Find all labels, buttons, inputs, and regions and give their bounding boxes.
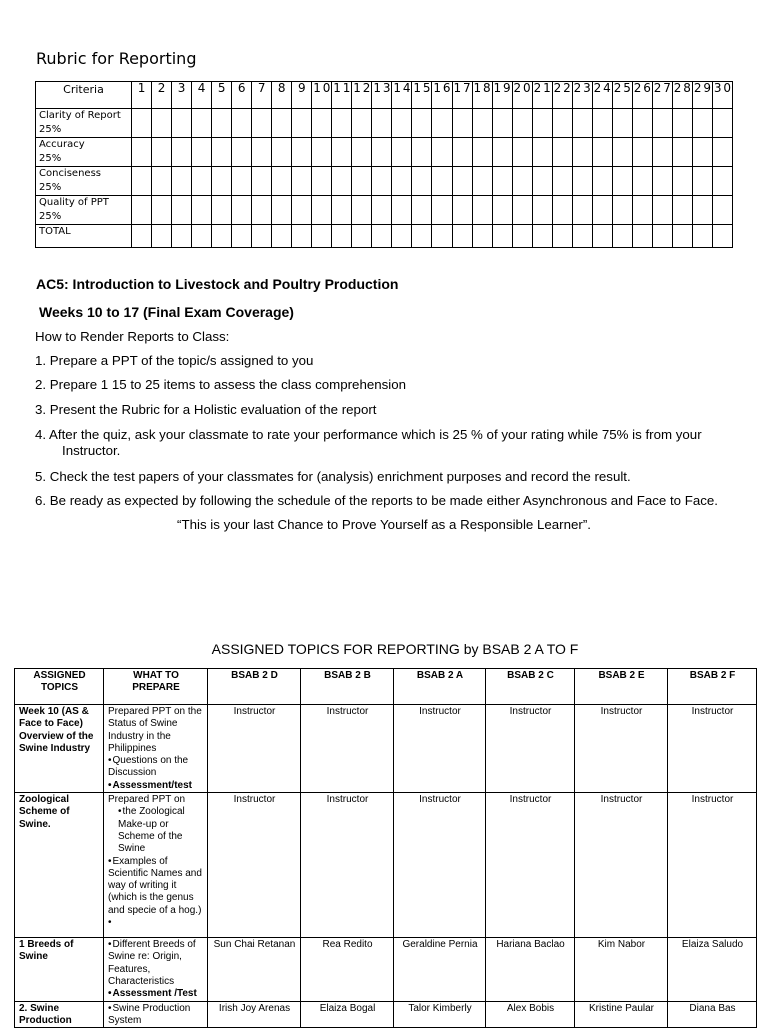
reporter-cell: Instructor [668,793,757,938]
score-cell [292,109,312,138]
reporter-cell: Instructor [208,705,301,793]
score-cell [252,138,272,167]
reporter-cell: Instructor [668,705,757,793]
step-text: 2. Prepare 1 15 to 25 items to assess the class comprehension [35,377,407,392]
score-cell [352,138,372,167]
score-cell [472,138,492,167]
prepare-item [108,917,204,929]
score-cell [612,225,632,248]
score-cell [152,109,172,138]
score-cell [552,225,572,248]
instruction-step [35,353,313,369]
score-cell [192,109,212,138]
rubric-row [36,196,733,225]
topics-column-header: BSAB 2 D [208,669,301,705]
score-cell [492,167,512,196]
score-cell [372,225,392,248]
rubric-column-number: 1 5 [412,82,432,109]
instruction-step [35,469,631,485]
rubric-column-number: 1 [132,82,152,109]
score-cell [632,196,652,225]
topic-name: 2. Swine Production [15,1001,104,1028]
score-cell [292,167,312,196]
score-cell [692,109,712,138]
score-cell [452,109,472,138]
score-cell [312,138,332,167]
criterion-weight: 25% [39,182,62,193]
reporter-cell: Instructor [575,793,668,938]
score-cell [172,167,192,196]
score-cell [352,196,372,225]
prepare-list [108,1003,204,1028]
score-cell [412,109,432,138]
rubric-column-number: 1 6 [432,82,452,109]
reporter-cell: Alex Bobis [486,1001,575,1028]
rubric-column-number: 1 9 [492,82,512,109]
rubric-column-number: 2 4 [592,82,612,109]
score-cell [252,225,272,248]
rubric-row [36,225,733,248]
score-cell [672,225,692,248]
score-cell [612,167,632,196]
score-cell [192,225,212,248]
prepare-item: • Assessment /Test [108,988,204,1000]
score-cell [172,138,192,167]
rubric-column-number: 1 1 [332,82,352,109]
rubric-criterion [36,167,132,196]
rubric-column-number: 7 [252,82,272,109]
topics-column-header: BSAB 2 B [301,669,394,705]
score-cell [612,109,632,138]
score-cell [392,225,412,248]
rubric-column-number: 2 3 [572,82,592,109]
score-cell [132,109,152,138]
step-text: 4. After the quiz, ask your classmate to rate your performance which is 25 % of your rating while 75% is from your [35,427,702,442]
score-cell [452,196,472,225]
rubric-column-number: 1 0 [312,82,332,109]
score-cell [512,109,532,138]
score-cell [432,109,452,138]
prepare-item: • the Zoological Make-up or Scheme of the Swine [108,806,204,855]
prepare-item: • Assessment/test [108,780,204,792]
criterion-weight: 25% [39,124,62,135]
score-cell [232,196,252,225]
reporter-cell: Geraldine Pernia [394,938,486,1001]
reporter-cell: Rea Redito [301,938,394,1001]
score-cell [192,167,212,196]
rubric-column-number: 6 [232,82,252,109]
score-cell [232,109,252,138]
step-text: 5. Check the test papers of your classmates for (analysis) enrichment purposes and record the result. [35,469,631,484]
rubric-column-number: 8 [272,82,292,109]
step-text: 6. Be ready as expected by following the schedule of the reports to be made either Asynchronous and Face to Face. [35,493,718,508]
step-text: 1. Prepare a PPT of the topic/s assigned to you [35,353,314,368]
topic-name: Zoological Scheme of Swine. [15,793,104,938]
what-to-prepare [104,705,208,793]
topics-column-header: WHAT TO PREPARE [104,669,208,705]
score-cell [652,167,672,196]
score-cell [532,109,552,138]
score-cell [332,167,352,196]
score-cell [632,167,652,196]
reporter-cell: Instructor [575,705,668,793]
score-cell [152,138,172,167]
motivational-quote: “This is your last Chance to Prove Yourself as a Responsible Learner”. [177,517,591,532]
reporter-cell: Instructor [394,705,486,793]
score-cell [472,109,492,138]
score-cell [332,196,352,225]
score-cell [292,138,312,167]
score-cell [592,109,612,138]
score-cell [212,196,232,225]
score-cell [332,225,352,248]
course-title: AC5: Introduction to Livestock and Poultry Production [36,276,399,292]
score-cell [432,138,452,167]
score-cell [232,167,252,196]
topics-column-header: BSAB 2 A [394,669,486,705]
reporter-cell: Instructor [486,705,575,793]
score-cell [272,196,292,225]
criterion-name: Conciseness [39,168,101,179]
topic-row [15,705,757,793]
criterion-name: Quality of PPT [39,197,109,208]
score-cell [512,167,532,196]
prepare-item: Prepared PPT on [108,794,186,806]
score-cell [372,138,392,167]
score-cell [472,196,492,225]
score-cell [392,167,412,196]
score-cell [152,196,172,225]
score-cell [452,225,472,248]
score-cell [532,138,552,167]
score-cell [492,225,512,248]
coverage-title: Weeks 10 to 17 (Final Exam Coverage) [39,304,294,320]
score-cell [432,167,452,196]
score-cell [692,196,712,225]
score-cell [372,109,392,138]
score-cell [252,167,272,196]
score-cell [272,109,292,138]
reporter-cell: Irish Joy Arenas [208,1001,301,1028]
score-cell [652,196,672,225]
prepare-item: • Examples of Scientific Names and way of writing it (which is the genus and specie of a hog.) [108,856,204,917]
score-cell [332,138,352,167]
score-cell [512,196,532,225]
reporter-cell: Diana Bas [668,1001,757,1028]
reporter-cell: Instructor [486,793,575,938]
reporter-cell: Instructor [301,705,394,793]
score-cell [412,225,432,248]
prepare-item: • Questions on the Discussion [108,755,204,780]
criterion-weight: 25% [39,153,62,164]
score-cell [392,109,412,138]
step-text: 3. Present the Rubric for a Holistic evaluation of the report [35,402,377,417]
score-cell [352,225,372,248]
rubric-table [35,81,733,248]
score-cell [572,167,592,196]
score-cell [212,167,232,196]
topics-table [14,668,757,1028]
topics-title: ASSIGNED TOPICS FOR REPORTING by BSAB 2 A TO F [211,641,579,657]
score-cell [672,109,692,138]
reporter-cell: Elaiza Saludo [668,938,757,1001]
score-cell [252,109,272,138]
topic-name: 1 Breeds of Swine [15,938,104,1001]
score-cell [372,167,392,196]
rubric-criterion [36,138,132,167]
rubric-column-number: 2 8 [672,82,692,109]
score-cell [572,138,592,167]
score-cell [592,196,612,225]
score-cell [532,167,552,196]
score-cell [372,196,392,225]
topic-row [15,793,757,938]
score-cell [592,167,612,196]
rubric-column-number: 1 2 [352,82,372,109]
score-cell [472,225,492,248]
score-cell [352,167,372,196]
score-cell [712,196,732,225]
score-cell [532,196,552,225]
score-cell [692,167,712,196]
score-cell [452,138,472,167]
score-cell [412,167,432,196]
score-cell [672,167,692,196]
rubric-column-number: 2 6 [632,82,652,109]
score-cell [712,167,732,196]
topic-name: Week 10 (AS & Face to Face) Overview of the Swine Industry [15,705,104,793]
score-cell [632,109,652,138]
score-cell [492,138,512,167]
score-cell [432,196,452,225]
rubric-column-number: 5 [212,82,232,109]
score-cell [212,109,232,138]
score-cell [232,225,252,248]
score-cell [572,225,592,248]
score-cell [312,109,332,138]
score-cell [552,109,572,138]
score-cell [252,196,272,225]
topics-column-header: BSAB 2 F [668,669,757,705]
what-to-prepare [104,793,208,938]
score-cell [132,225,152,248]
score-cell [412,138,432,167]
score-cell [272,167,292,196]
topics-header-row [15,669,757,705]
prepare-item: • Swine Production System [108,1003,204,1028]
score-cell [132,138,152,167]
rubric-column-number: 3 0 [712,82,732,109]
topic-row [15,938,757,1001]
score-cell [352,109,372,138]
rubric-column-number: 2 9 [692,82,712,109]
score-cell [432,225,452,248]
score-cell [192,196,212,225]
score-cell [172,196,192,225]
score-cell [292,196,312,225]
step-text-continued: Instructor. [62,443,121,458]
score-cell [272,225,292,248]
score-cell [572,196,592,225]
reporter-cell: Kim Nabor [575,938,668,1001]
rubric-column-number: 1 4 [392,82,412,109]
rubric-column-number: 2 2 [552,82,572,109]
instruction-step [35,402,376,418]
topics-column-header: BSAB 2 E [575,669,668,705]
score-cell [212,225,232,248]
score-cell [492,196,512,225]
score-cell [612,196,632,225]
score-cell [672,138,692,167]
score-cell [132,196,152,225]
score-cell [452,167,472,196]
score-cell [632,225,652,248]
rubric-column-number: 2 1 [532,82,552,109]
score-cell [512,225,532,248]
criterion-name: Clarity of Report [39,110,121,121]
reporter-cell: Instructor [208,793,301,938]
instruction-step [35,427,702,459]
reporter-cell: Kristine Paular [575,1001,668,1028]
instruction-step [35,493,718,509]
reporter-cell: Talor Kimberly [394,1001,486,1028]
score-cell [152,225,172,248]
score-cell [232,138,252,167]
prepare-list [108,939,204,1000]
score-cell [192,138,212,167]
rubric-column-number: 2 0 [512,82,532,109]
score-cell [152,167,172,196]
score-cell [692,225,712,248]
topics-column-header: BSAB 2 C [486,669,575,705]
score-cell [332,109,352,138]
topics-column-header: ASSIGNED TOPICS [15,669,104,705]
score-cell [612,138,632,167]
prepare-item: • Different Breeds of Swine re: Origin, Features, Characteristics [108,939,204,988]
prepare-item: Prepared PPT on the Status of Swine Industry in the Philippines [108,706,202,754]
score-cell [172,225,192,248]
score-cell [552,196,572,225]
rubric-row [36,109,733,138]
score-cell [272,138,292,167]
score-cell [552,167,572,196]
score-cell [212,138,232,167]
rubric-column-number: 1 3 [372,82,392,109]
score-cell [652,138,672,167]
rubric-row [36,167,733,196]
score-cell [652,225,672,248]
instruction-step [35,377,406,393]
score-cell [592,225,612,248]
rubric-criterion [36,196,132,225]
score-cell [552,138,572,167]
score-cell [652,109,672,138]
criterion-weight: 25% [39,211,62,222]
what-to-prepare [104,938,208,1001]
rubric-column-number: 4 [192,82,212,109]
rubric-criterion [36,225,132,248]
criterion-name: Accuracy [39,139,85,150]
score-cell [472,167,492,196]
score-cell [572,109,592,138]
score-cell [312,225,332,248]
rubric-column-number: 2 7 [652,82,672,109]
reporter-cell: Instructor [301,793,394,938]
rubric-column-number: 2 5 [612,82,632,109]
score-cell [672,196,692,225]
score-cell [532,225,552,248]
score-cell [132,167,152,196]
score-cell [632,138,652,167]
reporter-cell: Hariana Baclao [486,938,575,1001]
rubric-column-number: 3 [172,82,192,109]
rubric-column-number: 9 [292,82,312,109]
score-cell [712,138,732,167]
rubric-column-number: 1 8 [472,82,492,109]
score-cell [492,109,512,138]
score-cell [412,196,432,225]
reporter-cell: Instructor [394,793,486,938]
score-cell [172,109,192,138]
rubric-column-number: 2 [152,82,172,109]
score-cell [712,109,732,138]
rubric-title: Rubric for Reporting [36,49,197,68]
score-cell [712,225,732,248]
prepare-list [108,706,204,792]
score-cell [592,138,612,167]
criterion-name: TOTAL [39,226,71,237]
score-cell [692,138,712,167]
score-cell [312,167,332,196]
score-cell [312,196,332,225]
score-cell [512,138,532,167]
reporter-cell: Elaiza Bogal [301,1001,394,1028]
prepare-list [108,794,204,929]
rubric-column-number: 1 7 [452,82,472,109]
score-cell [392,138,412,167]
score-cell [292,225,312,248]
reporter-cell: Sun Chai Retanan [208,938,301,1001]
score-cell [392,196,412,225]
rubric-header-row [36,82,733,109]
instructions-lead: How to Render Reports to Class: [35,329,230,344]
criteria-header: Criteria [36,82,132,109]
rubric-row [36,138,733,167]
rubric-criterion [36,109,132,138]
